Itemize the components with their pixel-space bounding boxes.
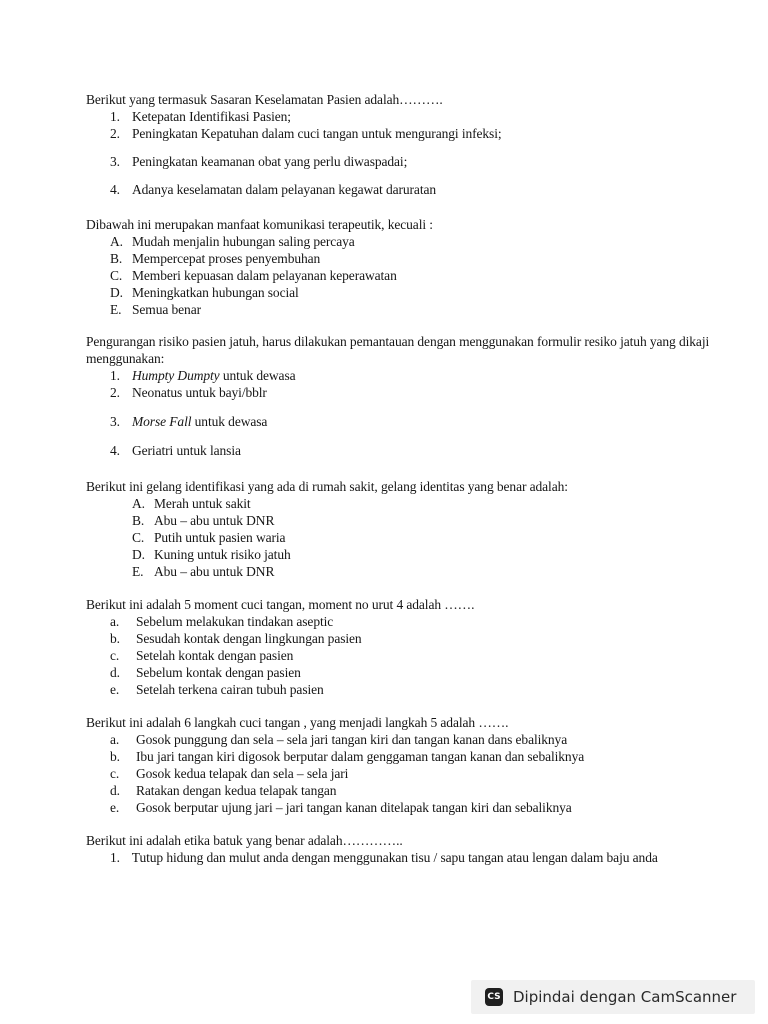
option-text: Abu – abu untuk DNR: [154, 564, 275, 579]
option-label: B.: [110, 251, 123, 266]
question-2: [86, 216, 716, 318]
option-label: C.: [110, 268, 123, 283]
option-label: a.: [110, 732, 120, 747]
option-text: Peningkatan Kepatuhan dalam cuci tangan untuk mengurangi infeksi;: [132, 126, 502, 141]
option-label: D.: [132, 547, 145, 562]
option-label: d.: [110, 665, 120, 680]
question-text: Berikut ini adalah 6 langkah cuci tangan , yang menjadi langkah 5 adalah …….: [86, 715, 509, 730]
option-label: c.: [110, 648, 120, 663]
option-text: Semua benar: [132, 302, 201, 317]
answer-option: [86, 613, 716, 630]
question-5: [86, 596, 716, 698]
option-label: a.: [110, 614, 120, 629]
option-label: D.: [110, 285, 123, 300]
option-text: Kuning untuk risiko jatuh: [154, 547, 291, 562]
option-text: Geriatri untuk lansia: [132, 443, 241, 458]
option-text: Putih untuk pasien waria: [154, 530, 286, 545]
option-label: 1.: [110, 850, 120, 865]
answer-option: [86, 647, 716, 664]
answer-option: [86, 664, 716, 681]
option-label: b.: [110, 749, 120, 764]
option-text: Sesudah kontak dengan lingkungan pasien: [136, 631, 362, 646]
option-text: Mudah menjalin hubungan saling percaya: [132, 234, 355, 249]
answer-option: [86, 108, 716, 125]
option-label: b.: [110, 631, 120, 646]
option-label: A.: [110, 234, 123, 249]
option-text: Gosok punggung dan sela – sela jari tangan kiri dan tangan kanan dans ebaliknya: [136, 732, 568, 747]
answer-option: [86, 563, 716, 580]
option-label: e.: [110, 682, 120, 697]
option-label: 3.: [110, 154, 120, 169]
question-text: Berikut ini adalah etika batuk yang benar adalah…………..: [86, 833, 403, 848]
option-text: Ibu jari tangan kiri digosok berputar dalam genggaman tangan kanan dan sebaliknya: [136, 749, 585, 764]
option-italic-term: Humpty Dumpty: [132, 368, 220, 383]
camscanner-watermark: [471, 980, 755, 1014]
option-text: Neonatus untuk bayi/bblr: [132, 385, 267, 400]
answer-option: [86, 267, 716, 284]
answer-option: [86, 731, 716, 748]
question-text: Dibawah ini merupakan manfaat komunikasi terapeutik, kecuali :: [86, 217, 433, 232]
answer-option: [86, 512, 716, 529]
answer-option: [86, 630, 716, 647]
option-label: 3.: [110, 414, 120, 429]
option-text: Meningkatkan hubungan social: [132, 285, 299, 300]
option-text: Abu – abu untuk DNR: [154, 513, 275, 528]
question-1: [86, 91, 716, 198]
camscanner-logo-icon: CS: [485, 988, 503, 1006]
answer-option: [86, 495, 716, 512]
option-label: B.: [132, 513, 145, 528]
answer-option: [86, 849, 716, 866]
option-text: Ketepatan Identifikasi Pasien;: [132, 109, 291, 124]
answer-option: [86, 284, 716, 301]
answer-option: [86, 413, 716, 430]
option-label: d.: [110, 783, 120, 798]
option-label: A.: [132, 496, 145, 511]
option-label: E.: [132, 564, 144, 579]
option-text: [132, 413, 267, 430]
answer-option: [86, 233, 716, 250]
answer-option: [86, 301, 716, 318]
question-4: [86, 478, 716, 580]
option-text: Sebelum kontak dengan pasien: [136, 665, 301, 680]
answer-option: [86, 384, 716, 401]
answer-option: [86, 250, 716, 267]
option-label: E.: [110, 302, 122, 317]
answer-option: [86, 799, 716, 816]
option-label: 4.: [110, 182, 120, 197]
option-text-rest: untuk dewasa: [219, 368, 296, 383]
answer-option: [86, 153, 716, 170]
question-text: Berikut ini gelang identifikasi yang ada di rumah sakit, gelang identitas yang benar adalah:: [86, 479, 568, 494]
option-label: C.: [132, 530, 145, 545]
option-label: 2.: [110, 385, 120, 400]
answer-option: [86, 442, 716, 459]
option-italic-term: Morse Fall: [132, 414, 192, 429]
question-text: Berikut yang termasuk Sasaran Keselamatan Pasien adalah……….: [86, 92, 443, 107]
answer-option: [86, 681, 716, 698]
watermark-text: Dipindai dengan CamScanner: [513, 988, 737, 1006]
option-text: [132, 367, 296, 384]
option-label: 4.: [110, 443, 120, 458]
answer-option: [86, 748, 716, 765]
answer-option: [86, 367, 716, 384]
question-text: Berikut ini adalah 5 moment cuci tangan, moment no urut 4 adalah …….: [86, 597, 475, 612]
answer-option: [86, 529, 716, 546]
answer-option: [86, 181, 716, 198]
option-label: 1.: [110, 109, 120, 124]
option-text-rest: untuk dewasa: [191, 414, 268, 429]
question-7: [86, 832, 716, 866]
option-text: Peningkatan keamanan obat yang perlu diwaspadai;: [132, 154, 408, 169]
option-text: Adanya keselamatan dalam pelayanan kegawat daruratan: [132, 182, 437, 197]
option-label: c.: [110, 766, 120, 781]
answer-option: [86, 765, 716, 782]
question-3: [86, 333, 716, 459]
option-text: Sebelum melakukan tindakan aseptic: [136, 614, 334, 629]
option-label: e.: [110, 800, 120, 815]
option-text: Merah untuk sakit: [154, 496, 251, 511]
option-text: Tutup hidung dan mulut anda dengan menggunakan tisu / sapu tangan atau lengan dalam baju anda: [131, 850, 658, 865]
option-text: Gosok kedua telapak dan sela – sela jari: [136, 766, 349, 781]
option-label: 1.: [110, 368, 120, 383]
answer-option: [86, 125, 716, 142]
question-6: [86, 714, 716, 816]
option-label: 2.: [110, 126, 120, 141]
answer-option: [86, 546, 716, 563]
option-text: Memberi kepuasan dalam pelayanan keperawatan: [132, 268, 397, 283]
option-text: Gosok berputar ujung jari – jari tangan kanan ditelapak tangan kiri dan sebaliknya: [136, 800, 572, 815]
question-text: Pengurangan risiko pasien jatuh, harus dilakukan pemantauan dengan menggunakan formulir resiko jatuh yang dikaji menggunakan:: [86, 334, 710, 366]
option-text: Mempercepat proses penyembuhan: [132, 251, 321, 266]
answer-option: [86, 782, 716, 799]
option-text: Setelah kontak dengan pasien: [136, 648, 294, 663]
option-text: Setelah terkena cairan tubuh pasien: [136, 682, 324, 697]
option-text: Ratakan dengan kedua telapak tangan: [136, 783, 337, 798]
